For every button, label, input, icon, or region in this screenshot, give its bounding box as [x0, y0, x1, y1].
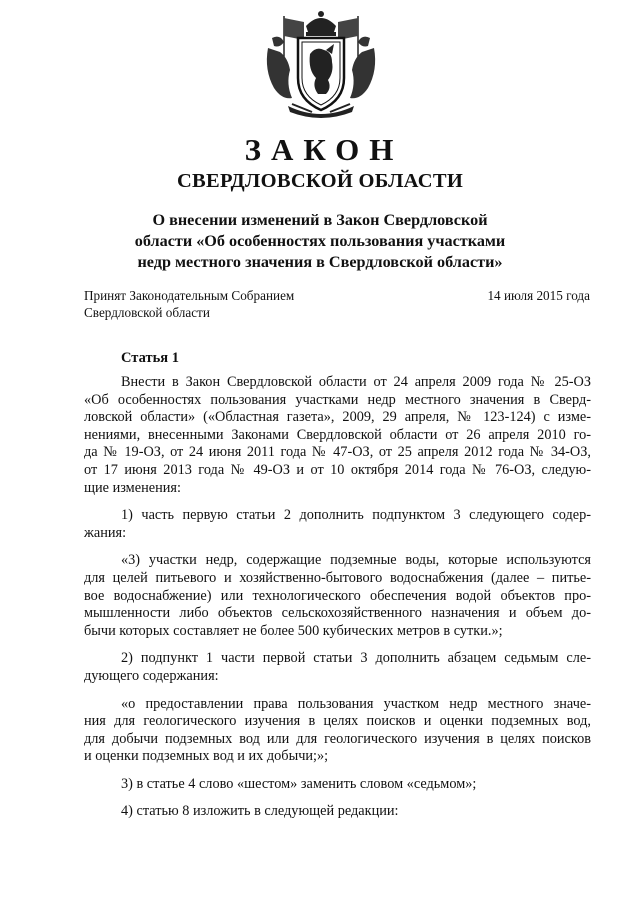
paragraph — [84, 374, 591, 497]
text-line: для целей питьевого и хозяйственно-бытового водоснабжения (далее – питье- — [84, 569, 591, 586]
text-line: нениями, внесенными Законами Свердловской области от 26 апреля 2010 го- — [84, 426, 591, 443]
region-title: СВЕРДЛОВСКОЙ ОБЛАСТИ — [176, 170, 464, 192]
subject-line: О внесении изменений в Закон Свердловской — [152, 211, 488, 229]
text-line: 2) подпункт 1 части первой статьи 3 дополнить абзацем седьмым сле- — [121, 650, 591, 667]
text-line: Внести в Закон Свердловской области от 24 апреля 2009 года № 25-ОЗ — [121, 374, 591, 390]
text-line: 4) статью 8 изложить в следующей редакции: — [121, 803, 399, 820]
paragraph — [84, 507, 591, 542]
law-title: ЗАКОН — [244, 132, 404, 167]
text-line: «о предоставлении права пользования участком недр местного значе- — [121, 695, 591, 712]
text-line: бычи которых составляет не более 500 кубических метров в сутки.»; — [84, 622, 503, 639]
adoption-date: 14 июля 2015 года — [487, 288, 590, 303]
adopted-by — [84, 287, 294, 321]
text-line: от 17 июня 2013 года № 49-ОЗ и от 10 октября 2014 года № 76-ОЗ, следую- — [84, 461, 591, 478]
text-line: «3) участки недр, содержащие подземные воды, которые используются — [121, 552, 591, 569]
text-line: и оценки подземных вод и их добычи;»; — [84, 748, 329, 765]
text-line: жания: — [84, 524, 127, 541]
text-line: мышленности либо объектов сельскохозяйственного назначения и объем до- — [84, 605, 591, 622]
text-line: для добычи подземных вод или для геологического изучения в целях поисков — [84, 730, 591, 747]
text-line: да № 19-ОЗ, от 24 июня 2011 года № 47-ОЗ, от 25 апреля 2012 года № 34-ОЗ, — [84, 444, 591, 461]
coat-of-arms-icon — [262, 8, 380, 120]
text-line: 3) в статье 4 слово «шестом» заменить словом «седьмом»; — [121, 775, 477, 792]
paragraph — [84, 552, 591, 640]
subject-line: недр местного значения в Свердловской области» — [137, 253, 503, 271]
paragraph — [84, 650, 591, 685]
document-subject — [100, 210, 540, 273]
article-body — [84, 374, 591, 831]
text-line: ния для геологического изучения в целях поисков и оценки подземных вод, — [84, 713, 591, 730]
text-line: «Об особенностях пользования участками недр местного значения в Сверд- — [84, 391, 591, 408]
text-line: щие изменения: — [84, 479, 181, 496]
paragraph — [84, 803, 591, 821]
adopted-by-line: Принят Законодательным Собранием — [84, 288, 295, 303]
subject-line: области «Об особенностях пользования участками — [134, 232, 506, 250]
text-line: ловской области» («Областная газета», 2009, 29 апреля, № 123-124) с изме- — [84, 409, 591, 426]
adopted-by-line: Свердловской области — [84, 305, 210, 320]
paragraph — [84, 776, 591, 794]
paragraph — [84, 696, 591, 766]
text-line: дующего содержания: — [84, 667, 219, 684]
text-line: 1) часть первую статьи 2 дополнить подпунктом 3 следующего содер- — [121, 507, 591, 524]
article-title: Статья 1 — [121, 350, 179, 366]
text-line: вое водоснабжение) или технологического обеспечения водой объектов про- — [84, 587, 591, 604]
